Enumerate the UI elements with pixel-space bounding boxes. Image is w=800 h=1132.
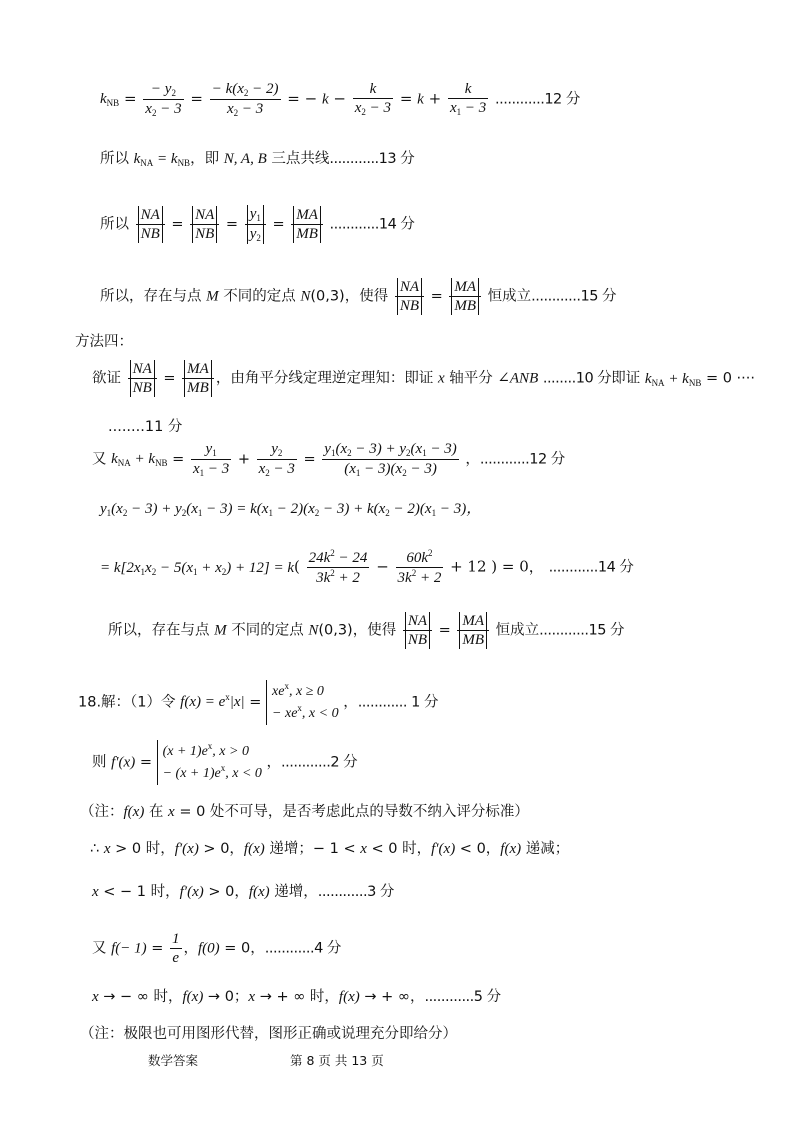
line-conclusion-1: 所以，存在与点 M 不同的定点 N(0,3)，使得 $\frac{NA}{NB}$ = $\frac{MA}{MB}$ 恒成立............15 分: [100, 279, 617, 314]
note-limits: （注：极限也可用图形代替，图形正确或说理充分即给分）: [80, 1026, 457, 1042]
line-monotonic-2: x < − 1 时，f′(x) > 0，f(x) 递增，............3 分: [92, 884, 394, 900]
line-collinear: 所以 $k_{NA} = k_{NB}$，即 N, A, B 三点共线............13 分: [100, 151, 415, 168]
score-11: ........11 分: [108, 419, 183, 435]
problem-18-derivative: 则 f′(x) = $(x + 1)e^x$, x > 0 − $(x + 1)e^x$, x < 0 ，............2 分: [92, 740, 357, 785]
line-limits: x → − ∞ 时，f(x) → 0；x → + ∞ 时，f(x) → + ∞，............5 分: [92, 989, 501, 1005]
footer-page-number: 第 8 页 共 13 页: [290, 1053, 384, 1068]
footer-subject: 数学答案: [148, 1053, 199, 1068]
line-monotonic-1: ∴ x > 0 时，f′(x) > 0，f(x) 递增；− 1 < x < 0 时，f′(x) < 0，f(x) 递减；: [90, 841, 570, 857]
note-non-differentiable: （注：f(x) 在 x = 0 处不可导，是否考虑此点的导数不纳入评分标准）: [80, 804, 529, 820]
line-expand: $y_1(x_2 - 3) + y_2(x_1 - 3) = k(x_1 - 2)(x_2 - 3) + k(x_2 - 2)(x_1 - 3)$，: [100, 501, 482, 518]
line-values: 又 f(− 1) = $\frac{1}{e}$ ，f(0) = 0，............4 分: [92, 931, 341, 966]
method-four-heading: 方法四：: [75, 334, 133, 350]
line-evaluate: = $k[2x_1x_2 - 5(x_1 + x_2) + 12] = k$( $\frac{24k^2 - 24}{3k^2 + 2}$ − $\frac{60k^2}{3k^2 + 2}$ + 12 ) = 0， ............14 分: [100, 548, 634, 586]
line-conclusion-2: 所以，存在与点 M 不同的定点 N(0,3)，使得 $\frac{NA}{NB}$ = $\frac{MA}{MB}$ 恒成立............15 分: [108, 613, 625, 648]
line-k-nb: $k_{NB}$ = $\frac{- y_2}{x_2 - 3}$ = $\frac{- k(x_2 - 2)}{x_2 - 3}$ = − k − $\frac{k}{x_2 - 3}$ = k + $\frac{k}{x_1 - 3}$ ............12 分: [100, 81, 580, 118]
problem-18-define: 18.解：（1）令 $f(x) = e^x|x|$ = $xe^x$, x ≥ 0 − $xe^x$, x < 0 ，............ 1 分: [78, 680, 438, 725]
line-ratio: 所以 $\frac{NA}{NB}$ = $\frac{NA}{NB}$ = $\frac{y_1}{y_2}$ = $\frac{MA}{MB}$ ............14 分: [100, 206, 415, 243]
line-to-prove: 欲证 $\frac{NA}{NB}$ = $\frac{MA}{MB}$ ，由角平分线定理逆定理知：即证 x 轴平分 ∠ANB ........10 分即证 $k_{NA} + k_{NB} = 0$ ····: [92, 361, 755, 396]
score-12: ............12 分: [495, 91, 580, 108]
line-sum-slopes: 又 $k_{NA} + k_{NB}$ = $\frac{y_1}{x_1 - 3}$ + $\frac{y_2}{x_2 - 3}$ = $\frac{y_1(x_2 - 3) + y_2(x_1 - 3)}{(x_1 - 3)(x_2 - 3)}$ ，............12 分: [92, 441, 565, 478]
